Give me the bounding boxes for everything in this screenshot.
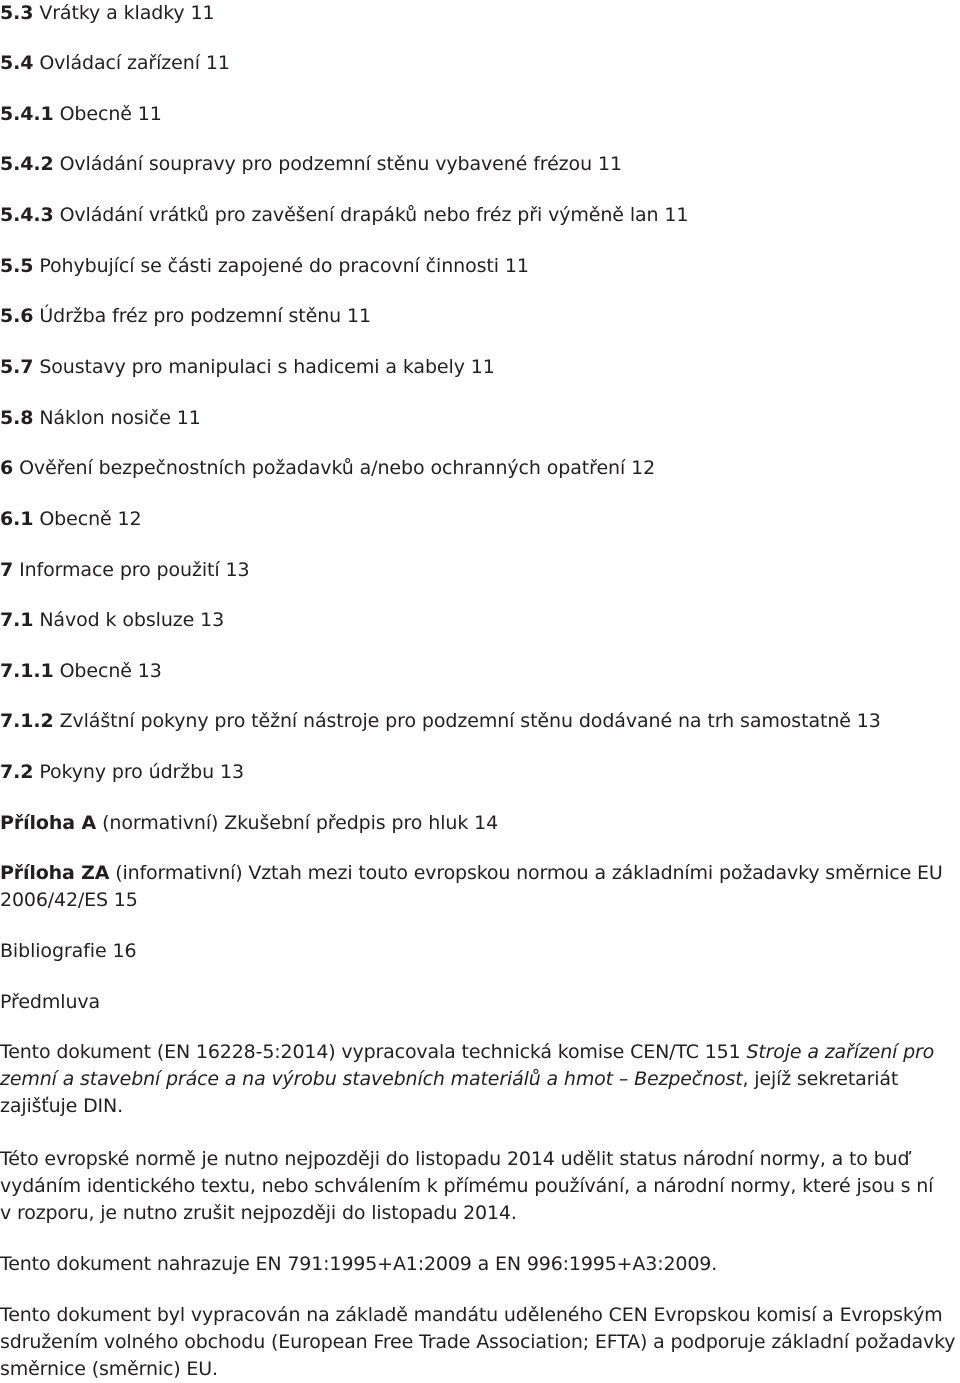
annex-za-line-1 bbox=[0, 860, 955, 887]
toc-text: Ovládání soupravy pro podzemní stěnu vybavené frézou 11 bbox=[59, 153, 622, 175]
toc-entry-5-4-2 bbox=[0, 151, 622, 177]
toc-entry-5-3 bbox=[0, 0, 214, 26]
toc-text: Vrátky a kladky 11 bbox=[39, 2, 215, 24]
toc-number: 7 bbox=[0, 559, 14, 581]
committee-title-italic: Stroje a zařízení pro bbox=[746, 1041, 935, 1063]
paragraph-line: Této evropské normě je nutno nejpozději do listopadu 2014 udělit status národní normy, a to buď bbox=[0, 1148, 910, 1170]
annex-za-line-2: 2006/42/ES 15 bbox=[0, 889, 138, 911]
toc-entry-7-1-2 bbox=[0, 708, 881, 734]
toc-text: Ověření bezpečnostních požadavků a/nebo ochranných opatření 12 bbox=[19, 457, 656, 479]
toc-entry-5-6 bbox=[0, 303, 371, 329]
toc-text: Návod k obsluze 13 bbox=[39, 609, 225, 631]
toc-entry-5-4-3 bbox=[0, 202, 688, 228]
toc-number: 7.2 bbox=[0, 761, 34, 783]
toc-entry-7-1-1 bbox=[0, 658, 162, 684]
committee-title-italic: zemní a stavební práce a na výrobu stavebních materiálů a hmot – Bezpečnost bbox=[0, 1068, 743, 1090]
paragraph-line: sdružením volného obchodu (European Free Trade Association; EFTA) a podporuje základní požadavky bbox=[0, 1331, 956, 1353]
toc-number: 6 bbox=[0, 457, 14, 479]
toc-text: Ovládací zařízení 11 bbox=[39, 52, 230, 74]
toc-number: 5.6 bbox=[0, 305, 34, 327]
toc-entry-5-5 bbox=[0, 253, 529, 279]
annex-label: Příloha ZA bbox=[0, 862, 110, 884]
toc-number: 5.4.1 bbox=[0, 103, 54, 125]
text-run: Tento dokument (EN 16228-5:2014) vypracovala technická komise CEN/TC 151 bbox=[0, 1041, 747, 1063]
paragraph-line bbox=[0, 1039, 955, 1066]
toc-text: Pohybující se části zapojené do pracovní činnosti 11 bbox=[39, 255, 529, 277]
paragraph-line: zajišťuje DIN. bbox=[0, 1095, 123, 1117]
paragraph-line: vydáním identického textu, nebo schválením k přímému používání, a národní normy, které jsou s ní bbox=[0, 1175, 934, 1197]
toc-entry-5-7 bbox=[0, 354, 495, 380]
toc-number: 5.4.2 bbox=[0, 153, 54, 175]
foreword-paragraph-4 bbox=[0, 1302, 955, 1383]
toc-entry-7-2 bbox=[0, 759, 244, 785]
foreword-paragraph-1 bbox=[0, 1039, 955, 1120]
paragraph-line: Tento dokument nahrazuje EN 791:1995+A1:2009 a EN 996:1995+A3:2009. bbox=[0, 1253, 718, 1275]
toc-entry-6-1 bbox=[0, 506, 142, 532]
toc-text: Obecně 13 bbox=[59, 660, 162, 682]
toc-number: 5.8 bbox=[0, 407, 34, 429]
toc-number: 7.1.2 bbox=[0, 710, 54, 732]
foreword-paragraph-3 bbox=[0, 1251, 955, 1278]
toc-entry-7 bbox=[0, 557, 249, 583]
toc-number: 6.1 bbox=[0, 508, 34, 530]
toc-text: Náklon nosiče 11 bbox=[39, 407, 201, 429]
toc-number: 7.1.1 bbox=[0, 660, 54, 682]
toc-number: 5.4 bbox=[0, 52, 34, 74]
toc-entry-5-8 bbox=[0, 405, 201, 431]
toc-text: Informace pro použití 13 bbox=[19, 559, 250, 581]
paragraph-line: Tento dokument byl vypracován na základě mandátu uděleného CEN Evropskou komisí a Evropským bbox=[0, 1304, 943, 1326]
foreword-paragraph-2 bbox=[0, 1146, 955, 1227]
toc-number: 5.5 bbox=[0, 255, 34, 277]
toc-text: Pokyny pro údržbu 13 bbox=[39, 761, 244, 783]
toc-text: Údržba fréz pro podzemní stěnu 11 bbox=[39, 305, 372, 327]
paragraph-line: směrnice (směrnic) EU. bbox=[0, 1358, 218, 1380]
toc-entry-7-1 bbox=[0, 607, 224, 633]
toc-entry-bibliography: Bibliografie 16 bbox=[0, 940, 137, 962]
annex-text: (normativní) Zkušební předpis pro hluk 14 bbox=[102, 812, 499, 834]
toc-entry-6 bbox=[0, 455, 655, 481]
toc-number: 7.1 bbox=[0, 609, 34, 631]
paragraph-line bbox=[0, 1066, 955, 1093]
toc-entry-annex-za bbox=[0, 860, 955, 914]
toc-text: Obecně 12 bbox=[39, 508, 142, 530]
text-run: , jejíž sekretariát bbox=[742, 1068, 899, 1090]
toc-number: 5.3 bbox=[0, 2, 34, 24]
toc-number: 5.4.3 bbox=[0, 204, 54, 226]
toc-text: Soustavy pro manipulaci s hadicemi a kabely 11 bbox=[39, 356, 495, 378]
toc-number: 5.7 bbox=[0, 356, 34, 378]
toc-entry-5-4-1 bbox=[0, 101, 162, 127]
toc-entry-annex-a bbox=[0, 810, 498, 836]
toc-text: Ovládání vrátků pro zavěšení drapáků nebo fréz při výměně lan 11 bbox=[59, 204, 689, 226]
toc-entry-5-4 bbox=[0, 50, 230, 76]
annex-label: Příloha A bbox=[0, 812, 97, 834]
foreword-title: Předmluva bbox=[0, 991, 101, 1013]
toc-text: Zvláštní pokyny pro těžní nástroje pro podzemní stěnu dodávané na trh samostatně 13 bbox=[59, 710, 881, 732]
annex-text: (informativní) Vztah mezi touto evropskou normou a základními požadavky směrnice EU bbox=[115, 862, 943, 884]
toc-text: Obecně 11 bbox=[59, 103, 162, 125]
paragraph-line: v rozporu, je nutno zrušit nejpozději do listopadu 2014. bbox=[0, 1202, 517, 1224]
